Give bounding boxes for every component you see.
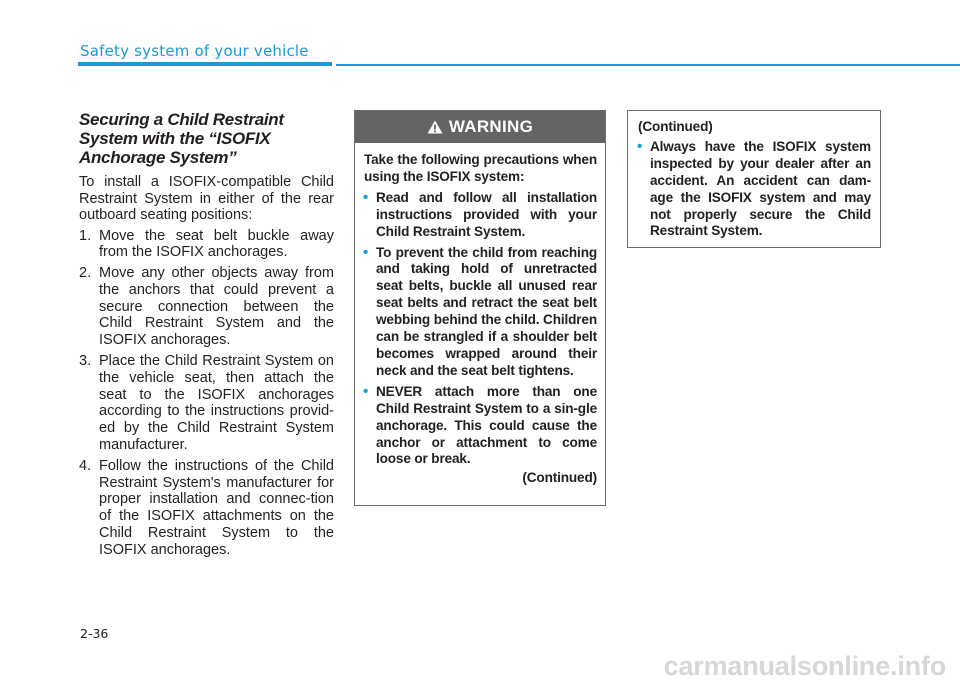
warning-header (355, 111, 605, 143)
warning-bullet (364, 190, 597, 241)
page-number: 2-36 (80, 626, 109, 641)
bullet-icon: • (363, 382, 369, 400)
warning-triangle-icon (427, 120, 443, 134)
bullet-icon: • (363, 243, 369, 261)
warning-box (354, 110, 606, 506)
continued-bullet (638, 139, 871, 240)
watermark: carmanualsonline.info (663, 651, 946, 681)
step-number: 2. (79, 265, 92, 282)
continued-box (627, 110, 881, 248)
steps-list (79, 228, 334, 559)
step-number: 1. (79, 227, 92, 244)
step-item (79, 353, 334, 454)
bullet-icon: • (637, 137, 643, 155)
header-rule-accent (78, 62, 332, 66)
warning-bullet (364, 245, 597, 380)
step-text: Follow the instructions of the Child Restraint System's manufacturer for proper installation and connec-tion of the ISOFIX attachments on the Child Restraint System to the ISOFIX anchorages. (99, 457, 334, 558)
step-text: Move any other objects away from the anchors that could prevent a secure connection between the Child Restraint System and the ISOFIX anchorages. (99, 265, 334, 349)
step-text: Place the Child Restraint System on the vehicle seat, then attach the seat to the ISOFIX anchorages according to the instructions provid-ed by the Child Restraint System manufacturer. (99, 353, 334, 454)
bullet-text: NEVER attach more than one Child Restraint System to a sin-gle anchorage. This could cause the anchor or attachment to come loose or break. (376, 383, 597, 467)
step-item (79, 228, 334, 262)
warning-bullet (364, 384, 597, 469)
step-item (79, 265, 334, 349)
main-column (79, 110, 334, 563)
warning-body (355, 143, 605, 487)
chapter-title: Safety system of your vehicle (80, 42, 309, 60)
step-item (79, 458, 334, 559)
continued-bullets (638, 139, 871, 240)
bullet-text: To prevent the child from reaching and taking hold of unretracted seat belts, buckle all unused rear seat belts and retract the seat belt webbing behind the child. Children can be strangled if a shoulder belt becomes wrapped around their neck and the seat belt tightens. (376, 244, 597, 378)
bullet-icon: • (363, 188, 369, 206)
continued-heading: (Continued) (638, 119, 713, 134)
warning-bullets (364, 190, 597, 469)
bullet-text: Always have the ISOFIX system inspected by your dealer after an accident. An accident can dam-age the ISOFIX system and may not properly secure the Child Restraint System. (650, 138, 871, 239)
step-number: 4. (79, 457, 92, 474)
warning-intro: Take the following precautions when using the ISOFIX system: (364, 152, 597, 184)
warning-label: WARNING (448, 117, 534, 136)
step-text: Move the seat belt buckle away from the ISOFIX anchorages. (99, 227, 334, 261)
bullet-text: Read and follow all installation instructions provided with your Child Restraint System. (376, 189, 597, 239)
header-rule (336, 64, 960, 66)
step-number: 3. (79, 353, 92, 370)
section-intro: To install a ISOFIX-compatible Child Restraint System in either of the rear outboard seating positions: (79, 174, 334, 223)
section-title: Securing a Child Restraint System with the “ISOFIX Anchorage System” (79, 110, 284, 167)
continued-label: (Continued) (522, 470, 597, 486)
